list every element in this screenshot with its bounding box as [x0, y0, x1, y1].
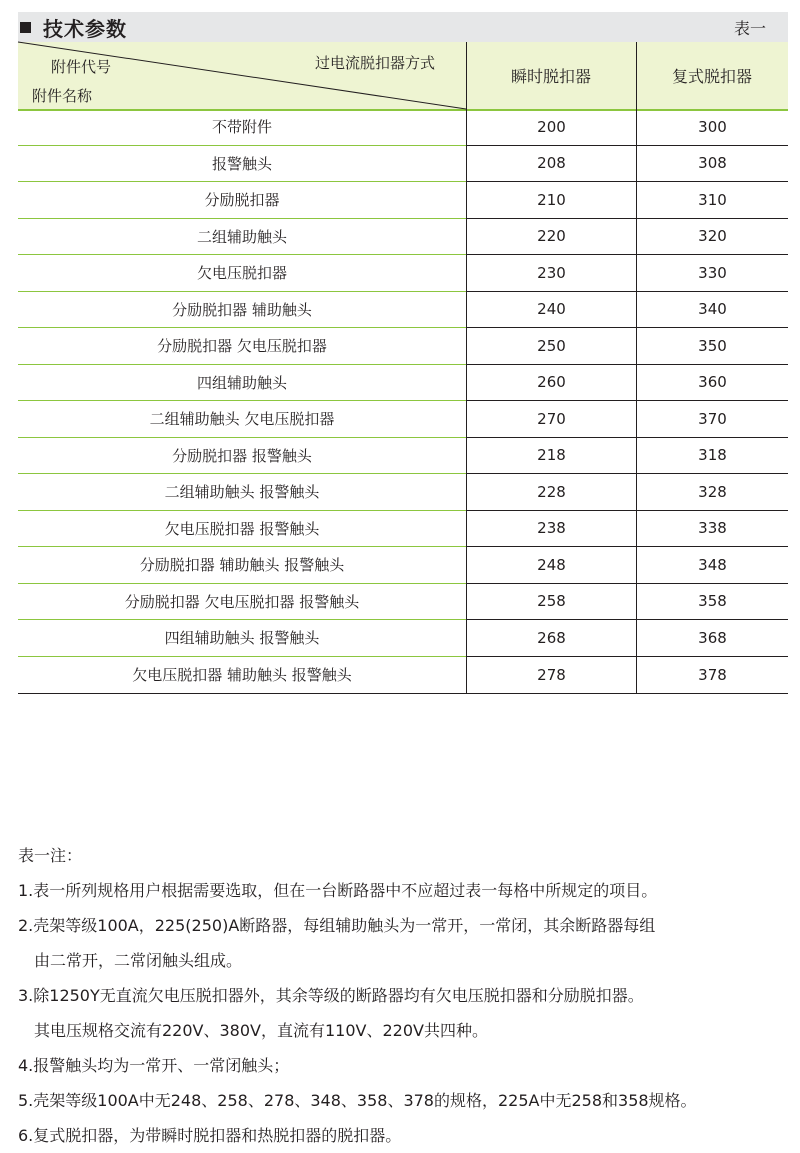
compound-code-cell: 370 [636, 401, 788, 438]
table-row [18, 547, 788, 584]
instant-code-cell: 240 [466, 292, 636, 329]
accessory-name-cell: 二组辅助触头 [18, 219, 466, 256]
accessory-name-cell: 欠电压脱扣器 辅助触头 报警触头 [132, 666, 352, 685]
accessory-name-cell: 不带附件 [18, 109, 466, 146]
compound-code-cell: 310 [636, 182, 788, 219]
header-compound-trip: 复式脱扣器 [671, 67, 752, 86]
table-row [18, 620, 788, 657]
accessory-name-cell: 报警触头 [18, 146, 466, 183]
compound-code-cell: 328 [636, 474, 788, 511]
note-line: 5.壳架等级100A中无248、258、278、348、358、378的规格，225A中无258和358规格。 [18, 1091, 697, 1110]
instant-code-cell: 220 [466, 219, 636, 256]
accessory-name-cell: 分励脱扣器 报警触头 [18, 438, 466, 475]
header-row-label-code: 附件代号 [51, 58, 112, 76]
instant-code-cell: 208 [466, 146, 636, 183]
compound-code-cell: 358 [636, 584, 788, 621]
table-row [18, 511, 788, 548]
header-column-group-label: 过电流脱扣器方式 [315, 54, 436, 72]
section-title-bar [18, 12, 788, 42]
instant-code-cell: 218 [466, 438, 636, 475]
notes-section [18, 838, 800, 1153]
compound-code-cell: 308 [636, 146, 788, 183]
instant-code-cell: 260 [466, 365, 636, 402]
instant-code-cell: 200 [466, 109, 636, 146]
table-row [18, 109, 788, 146]
note-line: 2.壳架等级100A，225(250)A断路器，每组辅助触头为一常开，一常闭，其余断路器每组 [18, 916, 656, 935]
instant-code-cell: 268 [466, 620, 636, 657]
table-row [18, 328, 788, 365]
note-line: 4.报警触头均为一常开、一常闭触头； [18, 1056, 290, 1075]
accessory-name-cell: 分励脱扣器 欠电压脱扣器 报警触头 [18, 584, 466, 621]
header-instant-trip: 瞬时脱扣器 [510, 67, 591, 86]
table-number: 表一 [733, 18, 766, 38]
compound-code-cell: 320 [636, 219, 788, 256]
note-line: 其电压规格交流有220V、380V，直流有110V、220V共四种。 [34, 1021, 488, 1040]
accessory-name-cell: 二组辅助触头 欠电压脱扣器 [18, 401, 466, 438]
instant-code-cell: 228 [466, 474, 636, 511]
table-row [18, 146, 788, 183]
table-row [18, 584, 788, 621]
instant-code-cell: 238 [466, 511, 636, 548]
compound-code-cell: 360 [636, 365, 788, 402]
note-line: 6.复式脱扣器，为带瞬时脱扣器和热脱扣器的脱扣器。 [18, 1126, 402, 1145]
table-row [18, 182, 788, 219]
header-row-label-name: 附件名称 [32, 87, 93, 105]
table-row [18, 474, 788, 511]
accessory-name-cell: 分励脱扣器 欠电压脱扣器 [18, 328, 466, 365]
instant-code-cell: 278 [466, 657, 636, 694]
compound-code-cell: 378 [636, 657, 788, 694]
accessory-name-cell: 二组辅助触头 报警触头 [18, 474, 466, 511]
table-body [18, 109, 788, 693]
instant-code-cell: 210 [466, 182, 636, 219]
instant-code-cell: 258 [466, 584, 636, 621]
compound-code-cell: 300 [636, 109, 788, 146]
instant-code-cell: 250 [466, 328, 636, 365]
table-row [18, 401, 788, 438]
section-title: 技术参数 [43, 16, 127, 41]
notes-heading: 表一注： [18, 846, 83, 865]
compound-code-cell: 368 [636, 620, 788, 657]
compound-code-cell: 348 [636, 547, 788, 584]
compound-code-cell: 340 [636, 292, 788, 329]
accessory-name-cell: 分励脱扣器 辅助触头 报警触头 [18, 547, 466, 584]
accessory-name-cell: 欠电压脱扣器 报警触头 [18, 511, 466, 548]
compound-code-cell: 318 [636, 438, 788, 475]
note-line: 1.表一所列规格用户根据需要选取，但在一台断路器中不应超过表一每格中所规定的项目。 [18, 881, 658, 900]
table-header [18, 42, 788, 111]
compound-code-cell: 350 [636, 328, 788, 365]
accessory-name-cell: 四组辅助触头 报警触头 [18, 620, 466, 657]
table-row [18, 255, 788, 292]
table-row [18, 292, 788, 329]
accessory-name-cell: 欠电压脱扣器 [18, 255, 466, 292]
instant-code-cell: 270 [466, 401, 636, 438]
table-row [18, 657, 788, 694]
compound-code-cell: 338 [636, 511, 788, 548]
table-row [18, 219, 788, 256]
table-row [18, 438, 788, 475]
instant-code-cell: 248 [466, 547, 636, 584]
note-line: 3.除1250Y无直流欠电压脱扣器外，其余等级的断路器均有欠电压脱扣器和分励脱扣器。 [18, 986, 644, 1005]
title-group [18, 13, 127, 42]
accessory-name-cell: 分励脱扣器 辅助触头 [18, 292, 466, 329]
table-bottom-rule [18, 693, 788, 694]
instant-code-cell: 230 [466, 255, 636, 292]
compound-code-cell: 330 [636, 255, 788, 292]
table-row [18, 365, 788, 402]
note-line: 由二常开，二常闭触头组成。 [34, 951, 243, 970]
square-bullet-icon [20, 22, 31, 33]
accessory-name-cell: 四组辅助触头 [18, 365, 466, 402]
accessory-name-cell: 分励脱扣器 [18, 182, 466, 219]
